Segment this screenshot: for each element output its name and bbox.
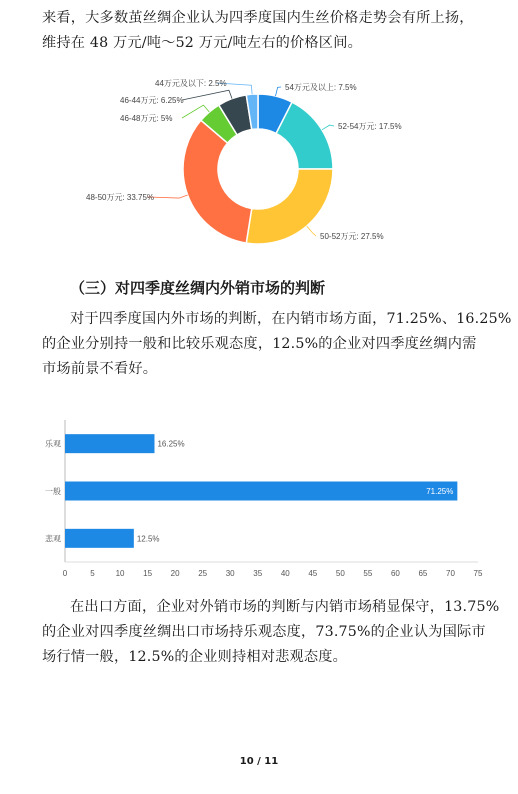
- slice-label: 50-52万元: 27.5%: [320, 232, 384, 241]
- x-tick-label: 60: [390, 569, 400, 578]
- x-tick-label: 70: [446, 569, 455, 578]
- text-line: 对于四季度国内外市场的判断，在内销市场方面，71.25%、16.25%: [70, 311, 512, 327]
- category-label: 一般: [45, 487, 61, 496]
- slice-label: 54万元及以上: 7.5%: [285, 83, 357, 92]
- intro-paragraph: [42, 6, 482, 56]
- domestic-market-bar-chart: [30, 410, 490, 585]
- bar-value-label: 16.25%: [157, 439, 185, 449]
- text-line: 市场前景不看好。: [42, 361, 158, 377]
- bar: [65, 529, 134, 548]
- category-label: 悲观: [45, 534, 61, 544]
- text-line: 的企业对四季度丝绸出口市场持乐观态度，73.75%的企业认为国际市: [42, 624, 486, 640]
- x-tick-label: 0: [62, 569, 68, 578]
- x-tick-label: 10: [115, 569, 125, 578]
- x-tick-label: 40: [280, 569, 290, 578]
- text-line: 在出口方面，企业对外销市场的判断与内销市场稍显保守，13.75%: [70, 599, 500, 615]
- slice-label: 46-48万元: 5%: [120, 114, 173, 123]
- bar: [65, 482, 457, 501]
- text-line: 的企业分别持一般和比较乐观态度，12.5%的企业对四季度丝绸内需: [42, 336, 477, 352]
- domestic-market-paragraph: [42, 307, 512, 382]
- text-line: 维持在 48 万元/吨～52 万元/吨左右的价格区间。: [42, 35, 362, 51]
- donut-slice: [183, 120, 252, 243]
- export-market-paragraph: [42, 595, 500, 670]
- bar: [65, 434, 154, 453]
- x-tick-label: 45: [308, 569, 318, 578]
- donut-chart-svg: [80, 72, 440, 262]
- slice-label: 52-54万元: 17.5%: [338, 122, 402, 131]
- x-tick-label: 15: [143, 569, 153, 578]
- leader-line: [322, 125, 334, 130]
- category-label: 乐观: [45, 439, 61, 449]
- x-tick-label: 65: [418, 569, 428, 578]
- x-tick-label: 55: [363, 569, 373, 578]
- bar-chart-svg: [30, 410, 490, 585]
- text-line: 场行情一般，12.5%的企业则持相对悲观态度。: [42, 649, 348, 665]
- x-tick-label: 5: [90, 569, 95, 578]
- bar-value-label: 12.5%: [136, 534, 160, 544]
- leader-line: [276, 87, 281, 96]
- section-heading: （三）对四季度丝绸内外销市场的判断: [70, 279, 326, 297]
- x-tick-label: 30: [225, 569, 235, 578]
- x-tick-label: 35: [253, 569, 263, 578]
- x-tick-label: 20: [170, 569, 180, 578]
- page-number: 10 / 11: [239, 756, 279, 767]
- slice-label: 48-50万元: 33.75%: [86, 193, 155, 202]
- price-forecast-donut-chart: [80, 72, 440, 262]
- slice-label: 44万元及以下: 2.5%: [155, 79, 227, 88]
- x-tick-label: 50: [335, 569, 345, 578]
- x-tick-label: 75: [473, 569, 483, 578]
- leader-line: [182, 90, 232, 100]
- bar-value-label: 71.25%: [426, 487, 454, 496]
- slice-label: 46-44万元: 6.25%: [120, 96, 184, 105]
- x-tick-label: 25: [198, 569, 208, 578]
- text-line: 来看，大多数茧丝绸企业认为四季度国内生丝价格走势会有所上扬，: [42, 10, 474, 26]
- leader-line: [307, 226, 316, 236]
